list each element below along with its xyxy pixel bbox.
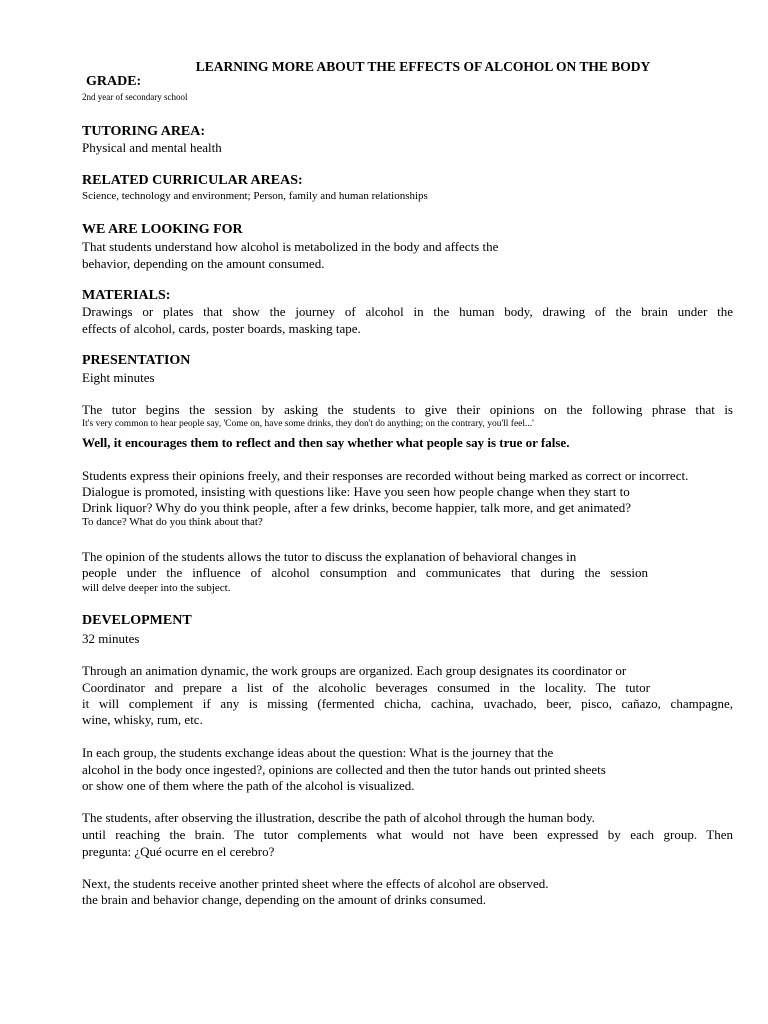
development-duration: 32 minutes: [82, 631, 140, 646]
development-paragraph-line: pregunta: ¿Qué ocurre en el cerebro?: [82, 844, 275, 859]
related-areas-value: Science, technology and environment; Person, family and human relationships: [82, 190, 428, 202]
development-paragraph-line: it will complement if any is missing (fermented chicha, cachina, uvachado, beer, pisco, cañazo, champagne,: [82, 696, 733, 711]
grade-heading: GRADE:: [86, 74, 142, 89]
looking-for-line: behavior, depending on the amount consumed.: [82, 256, 325, 271]
presentation-paragraph-line: will delve deeper into the subject.: [82, 582, 231, 594]
development-paragraph-line: In each group, the students exchange ideas about the question: What is the journey that the: [82, 745, 554, 760]
development-paragraph-line: alcohol in the body once ingested?, opinions are collected and then the tutor hands out printed sheets: [82, 762, 606, 777]
document-title: LEARNING MORE ABOUT THE EFFECTS OF ALCOHOL ON THE BODY: [195, 59, 651, 74]
presentation-heading: PRESENTATION: [82, 353, 191, 368]
development-paragraph-line: the brain and behavior change, depending on the amount of drinks consumed.: [82, 892, 486, 907]
materials-line: Drawings or plates that show the journey of alcohol in the human body, drawing of the brain under the: [82, 304, 733, 319]
tutoring-area-value: Physical and mental health: [82, 140, 222, 155]
presentation-paragraph-line: Drink liquor? Why do you think people, after a few drinks, become happier, talk more, and get animated?: [82, 500, 632, 515]
tutoring-area-heading: TUTORING AREA:: [82, 124, 206, 139]
development-paragraph-line: until reaching the brain. The tutor complements what would not have been expressed by each group. Then: [82, 827, 733, 842]
presentation-paragraph-line: Students express their opinions freely, and their responses are recorded without being marked as correct or incorrect.: [82, 468, 689, 483]
presentation-paragraph-line: The opinion of the students allows the tutor to discuss the explanation of behavioral changes in: [82, 549, 577, 564]
presentation-paragraph-line: The tutor begins the session by asking the students to give their opinions on the following phrase that is: [82, 402, 733, 417]
development-heading: DEVELOPMENT: [82, 613, 192, 628]
development-paragraph-line: wine, whisky, rum, etc.: [82, 712, 203, 727]
presentation-paragraph-line: To dance? What do you think about that?: [82, 516, 263, 528]
quoted-phrase: It's very common to hear people say, 'Come on, have some drinks, they don't do anything; on the contrary, you'll feel...': [82, 419, 534, 429]
development-paragraph-line: Through an animation dynamic, the work groups are organized. Each group designates its coordinator or: [82, 663, 627, 678]
presentation-duration: Eight minutes: [82, 370, 155, 385]
development-paragraph-line: The students, after observing the illustration, describe the path of alcohol through the human body.: [82, 810, 595, 825]
development-paragraph-line: Next, the students receive another printed sheet where the effects of alcohol are observed.: [82, 876, 549, 891]
presentation-paragraph-line: Dialogue is promoted, insisting with questions like: Have you seen how people change when they start to: [82, 484, 630, 499]
related-areas-heading: RELATED CURRICULAR AREAS:: [82, 173, 303, 188]
materials-line: effects of alcohol, cards, poster boards, masking tape.: [82, 321, 361, 336]
grade-value: 2nd year of secondary school: [82, 92, 188, 102]
presentation-paragraph-line: people under the influence of alcohol consumption and communicates that during the session: [82, 565, 648, 580]
looking-for-line: That students understand how alcohol is metabolized in the body and affects the: [82, 239, 499, 254]
looking-for-heading: WE ARE LOOKING FOR: [82, 222, 243, 237]
development-paragraph-line: or show one of them where the path of the alcohol is visualized.: [82, 778, 415, 793]
reflection-line: Well, it encourages them to reflect and then say whether what people say is true or false.: [82, 435, 570, 450]
development-paragraph-line: Coordinator and prepare a list of the alcoholic beverages consumed in the locality. The tutor: [82, 680, 650, 695]
materials-heading: MATERIALS:: [82, 288, 171, 303]
